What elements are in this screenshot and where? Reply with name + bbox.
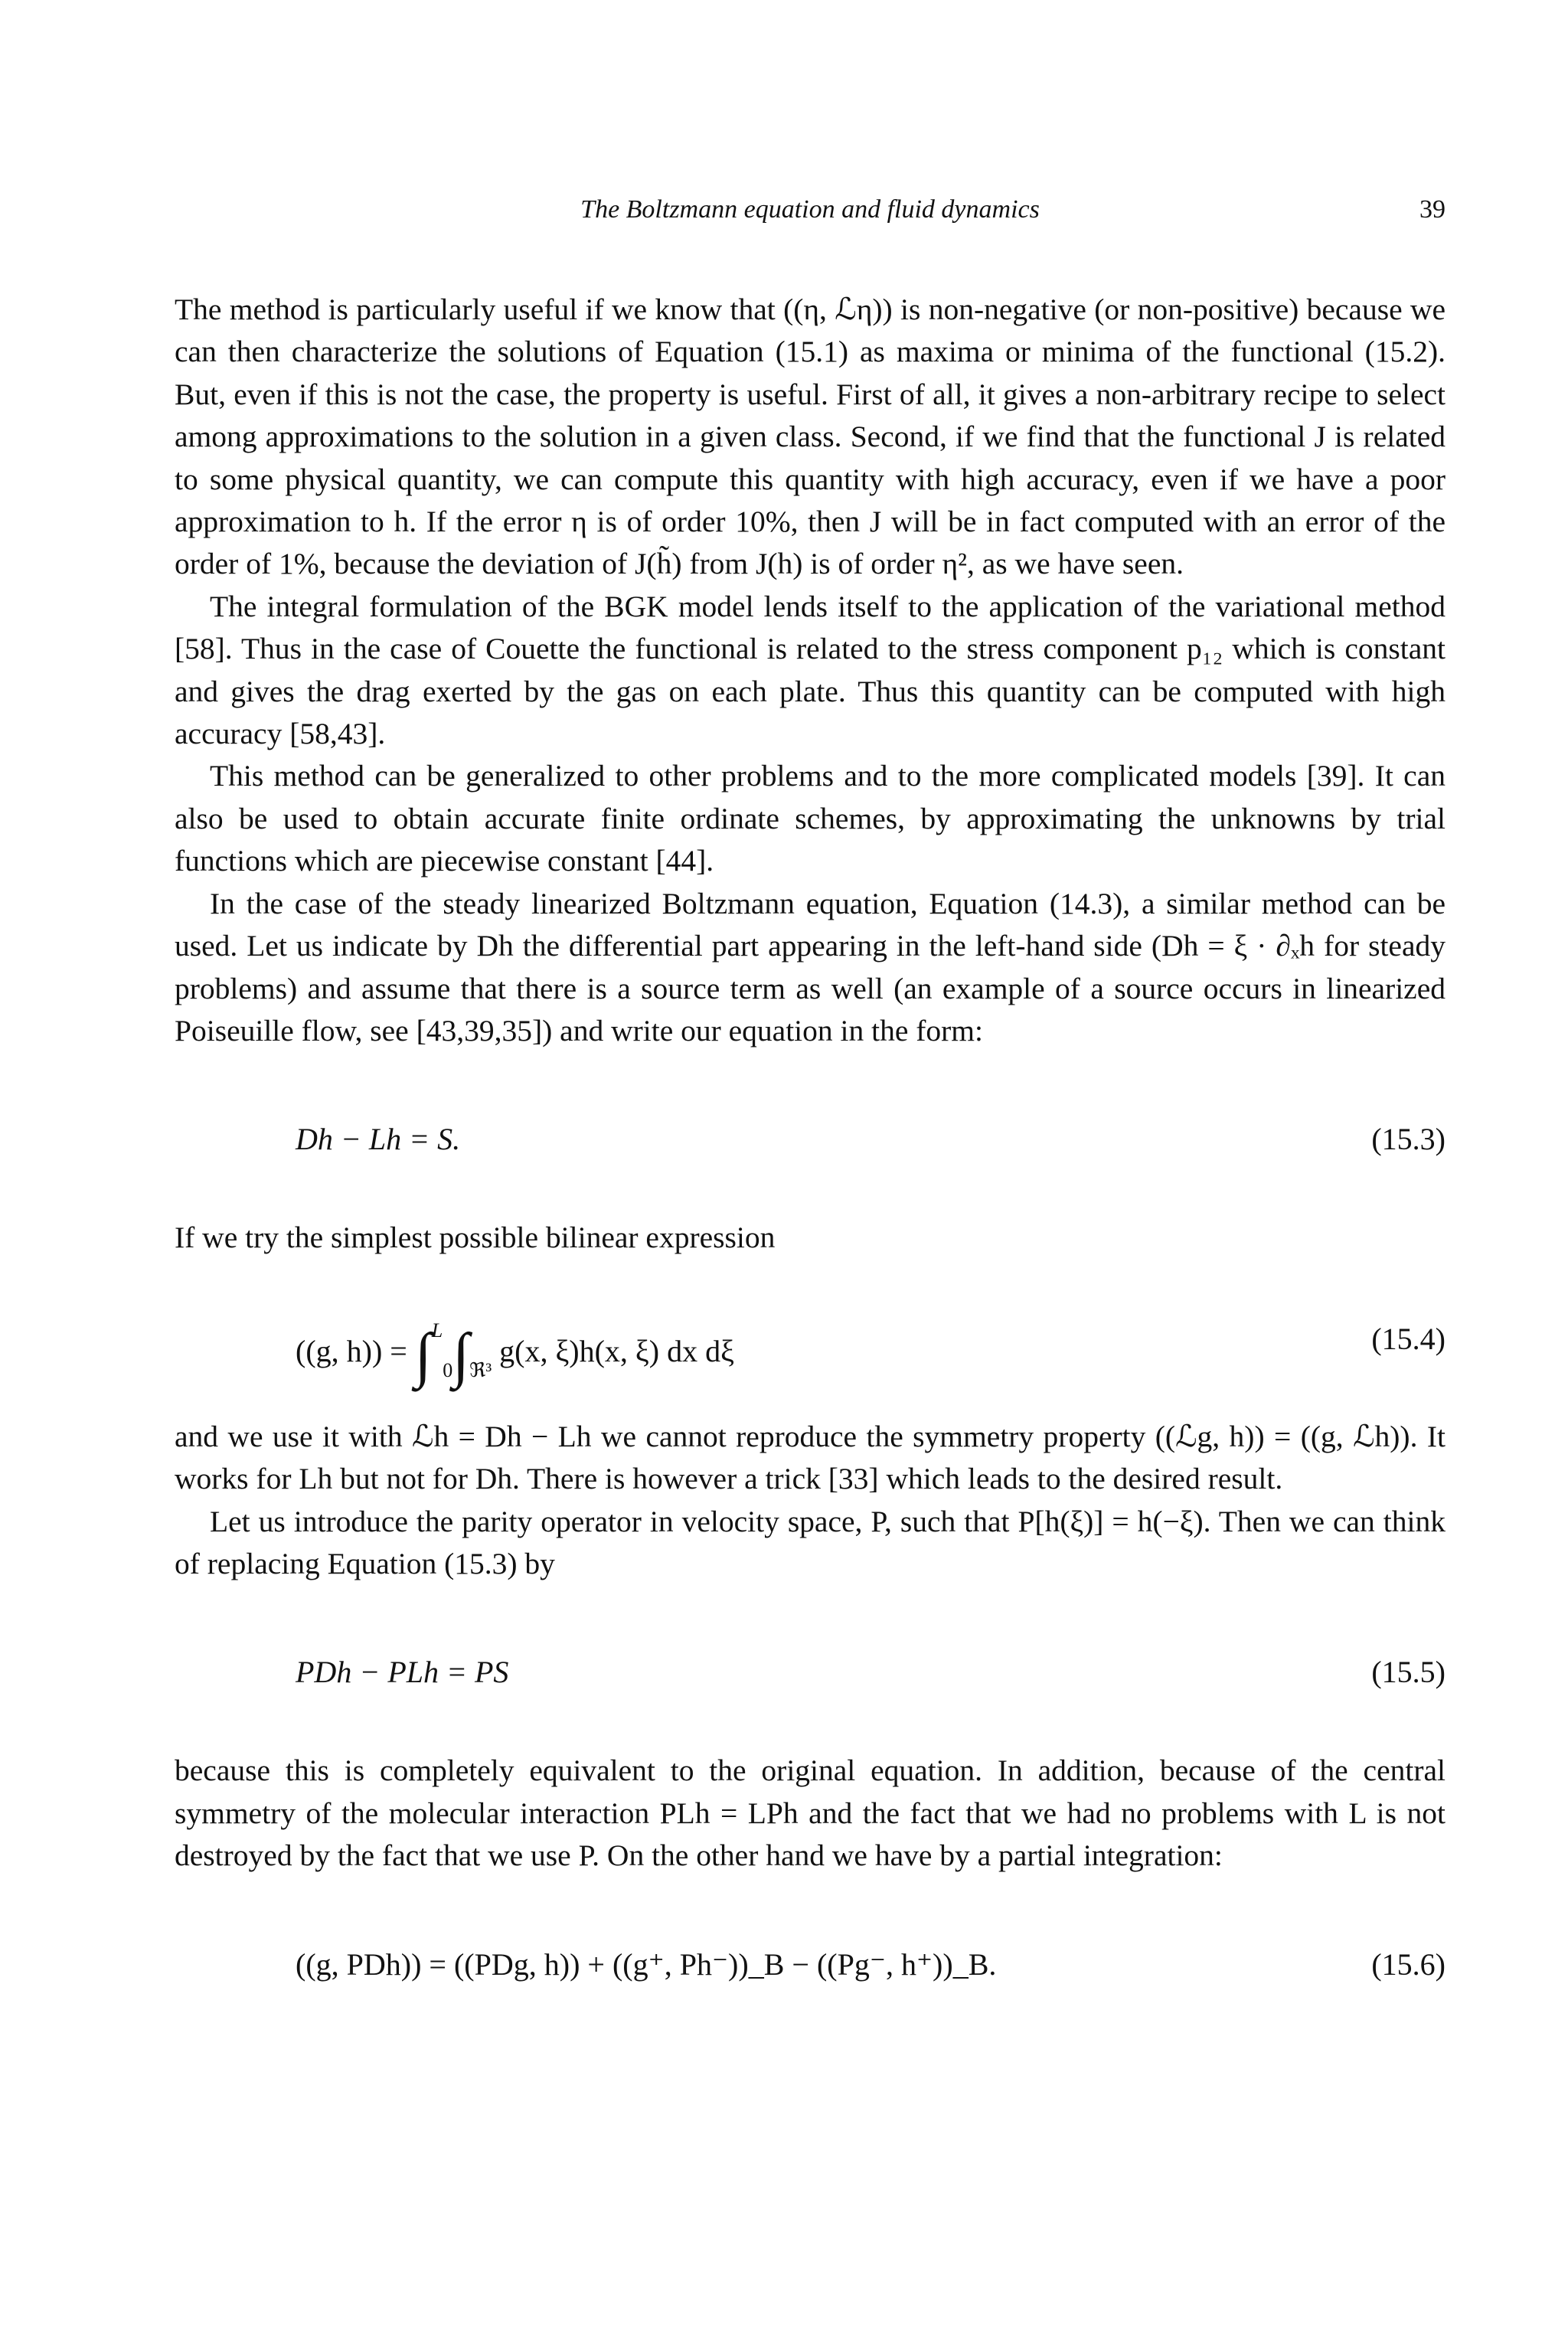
paragraph-5: If we try the simplest possible bilinear expression [175,1221,776,1255]
integral-sign: ∫ [452,1321,470,1389]
spacer [175,1052,1446,1121]
spacer [175,1878,1446,1946]
equation-number: (15.3) [1371,1122,1446,1157]
equation-body [296,1307,734,1389]
spacer [175,1696,1446,1750]
running-title: The Boltzmann equation and fluid dynamics [580,195,1040,224]
equation-lhs: ((g, h)) = [296,1333,415,1368]
paragraph-6: and we use it with ℒh = Dh − Lh we cannot reproduce the symmetry property ((ℒg, h)) = ((g, ℒh)). It works for Lh but not for Dh. There is however a trick [33] which leads to the desired result. [175,1419,1446,1496]
paragraph-1: The method is particularly useful if we know that ((η, ℒη)) is non-negative (or non-positive) because we can then characterize the solutions of Equation (15.1) as maxima or minima of the functional (15.2). But, even if this is not the case, the property is useful. First of all, it gives a non-arbitrary recipe to select among approximations to the solution in a given class. Second, if we find that the functional J is related to some physical quantity, we can compute this quantity with high accuracy, even if we have a poor approximation to h. If the error η is of order 10%, then J will be in fact computed with an error of the order of 1%, because the deviation of J(h̃) from J(h) is of order η², as we have seen. [175,293,1446,581]
running-head [175,195,1446,241]
spacer [175,1260,1446,1290]
equation-body: ((g, PDh)) = ((PDg, h)) + ((g⁺, Ph⁻))_B − ((Pg⁻, h⁺))_B. [296,1946,997,1982]
page-number: 39 [1419,195,1446,224]
paragraph-2: The integral formulation of the BGK model lends itself to the application of the variational method [58]. Thus in the case of Couette the functional is related to the stress component p₁₂ which is constant and gives the drag exerted by the gas on each plate. Thus this quantity can be computed with high accuracy [58,43]. [175,589,1446,751]
equation-number: (15.5) [1371,1655,1446,1690]
spacer [175,1585,1446,1654]
paragraph-8: because this is completely equivalent to the original equation. In addition, because of the central symmetry of the molecular interaction PLh = LPh and the fact that we had no problems with L is not destroyed by the fact that we use P. On the other hand we have by a partial integration: [175,1753,1446,1873]
integral-upper-limit: L [431,1319,443,1342]
equation-number: (15.4) [1371,1321,1446,1356]
equation-body: PDh − PLh = PS [296,1655,509,1690]
equation-15-6 [175,1946,1446,1989]
equation-15-4 [175,1290,1446,1389]
spacer [175,1382,1446,1416]
equation-15-3 [175,1121,1446,1163]
integral-sign: ∫ [414,1321,432,1389]
equation-number: (15.6) [1371,1946,1446,1982]
paragraph-7: Let us introduce the parity operator in velocity space, P, such that P[h(ξ)] = h(−ξ). Then we can think of replacing Equation (15.3) by [175,1504,1446,1580]
integrand: g(x, ξ)h(x, ξ) dx dξ [492,1333,734,1368]
paragraph-3: This method can be generalized to other problems and to the more complicated models [39]. It can also be used to obtain accurate finite ordinate schemes, by approximating the unknowns by trial functions which are piecewise constant [44]. [175,759,1446,878]
paragraph-4: In the case of the steady linearized Boltzmann equation, Equation (14.3), a similar method can be used. Let us indicate by Dh the differential part appearing in the left-hand side (Dh = ξ · ∂ₓh for steady problems) and assume that there is a source term as well (an example of a source occurs in linearized Poiseuille flow, see [43,39,35]) and write our equation in the form: [175,886,1446,1047]
spacer [175,1163,1446,1217]
integral-domain: ℜ³ [469,1358,492,1381]
page [175,195,1446,1989]
integral-lower-limit: 0 [443,1358,453,1381]
equation-15-5 [175,1654,1446,1696]
equation-body: Dh − Lh = S. [296,1122,461,1157]
